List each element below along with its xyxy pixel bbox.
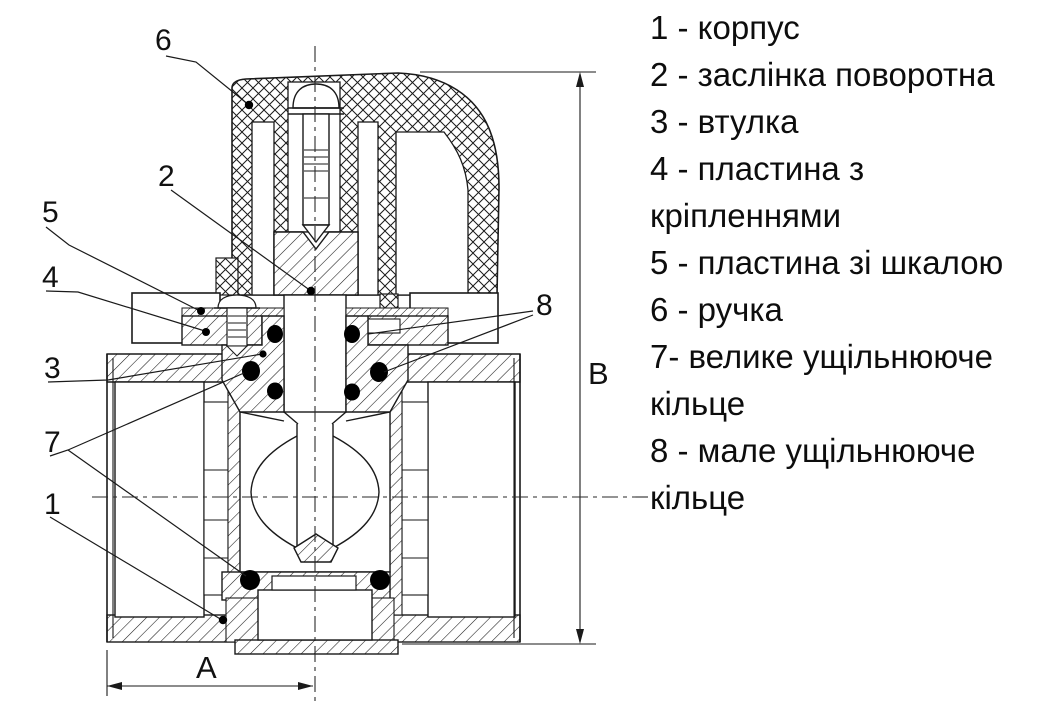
legend-item-2: 2 - заслінка поворотна (650, 56, 995, 93)
svg-text:1: 1 (44, 488, 61, 521)
legend-item-1: 1 - корпус (650, 9, 800, 46)
dimension-b-label: B (588, 356, 609, 391)
legend-item-5: 5 - пластина зі шкалою (650, 244, 1004, 281)
dimension-a-label: A (196, 650, 217, 685)
large-o-ring (370, 570, 390, 590)
svg-text:6: 6 (155, 24, 172, 57)
callout-6 (155, 24, 253, 109)
dimension-a (107, 650, 313, 696)
small-o-ring (344, 384, 360, 401)
left-port (107, 354, 240, 642)
right-port (390, 354, 520, 642)
legend-item-8: 8 - мале ущільнююче кільце (650, 432, 976, 516)
svg-text:4: 4 (42, 261, 59, 294)
large-o-ring (240, 570, 260, 590)
small-o-ring (267, 325, 283, 343)
small-o-ring (267, 383, 283, 400)
svg-text:3: 3 (44, 352, 61, 385)
svg-text:5: 5 (42, 196, 59, 229)
svg-text:7: 7 (44, 426, 61, 459)
large-o-ring (242, 361, 260, 381)
legend-item-3: 3 - втулка (650, 103, 799, 140)
svg-text:8: 8 (536, 289, 553, 322)
legend (650, 4, 1050, 521)
legend-item-4: 4 - пластина з кріпленнями (650, 150, 865, 234)
valve-chamber (222, 410, 398, 654)
small-o-ring (344, 325, 360, 343)
svg-text:2: 2 (158, 160, 175, 193)
legend-item-7: 7- велике ущільнююче кільце (650, 338, 993, 422)
legend-item-6: 6 - ручка (650, 291, 783, 328)
